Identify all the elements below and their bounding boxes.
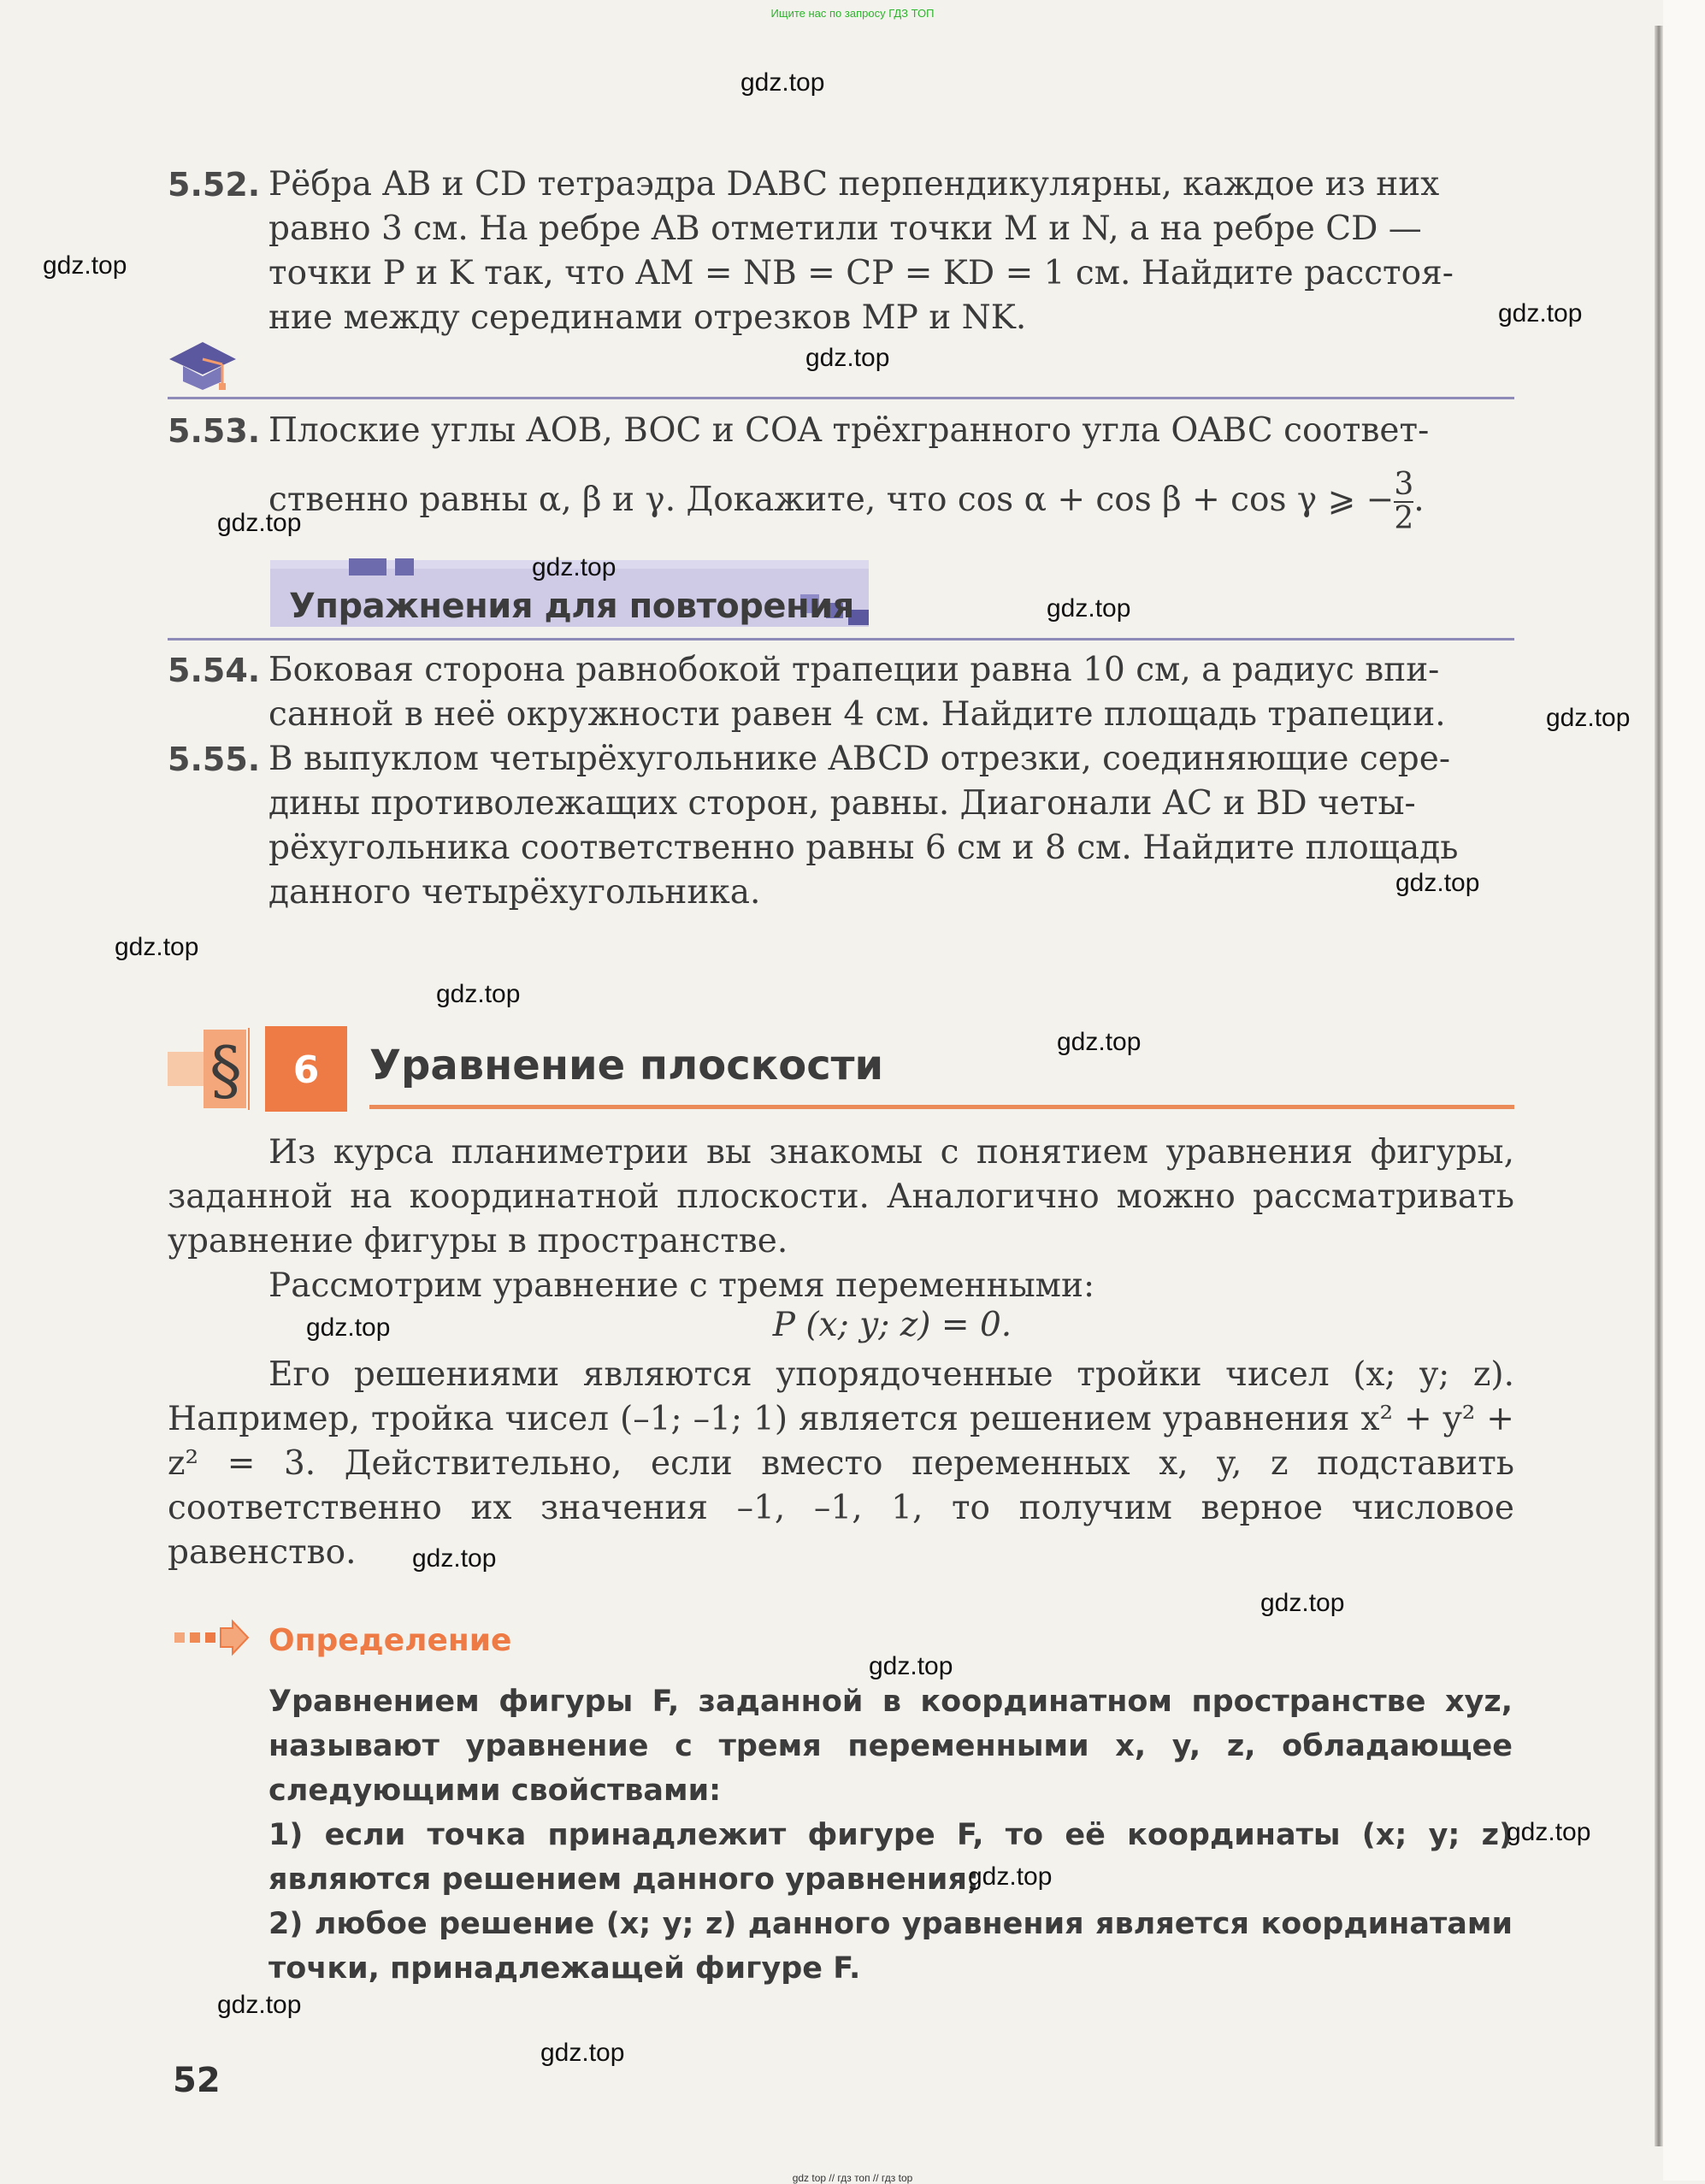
definition-intro: Уравнением фигуры F, заданной в координатном пространстве xyz, называют уравнение с тремя переменными x, y, z, обладающее следующими свойствами: bbox=[268, 1685, 1513, 1808]
problem-number: 5.52. bbox=[168, 166, 261, 204]
paragraph-example: Его решениями являются упорядоченные тройки чисел (x; y; z). Например, тройка чисел (–1; –1; 1) является решением уравнения x² + y² + z² = 3. Действительно, если вместо переменных x, y, z подставить соответственно их значения –1, –1, 1, то получим верное числовое равенство. bbox=[168, 1355, 1514, 1572]
review-title: Упражнения для повторения bbox=[289, 587, 854, 626]
page-number: 52 bbox=[173, 2061, 221, 2100]
watermark: gdz.top bbox=[115, 933, 199, 961]
watermark: gdz.top bbox=[869, 1652, 953, 1680]
watermark: gdz.top bbox=[1507, 1818, 1591, 1846]
watermark: gdz.top bbox=[740, 68, 825, 97]
section-badge bbox=[168, 1023, 356, 1115]
fraction-numerator: 3 bbox=[1394, 467, 1414, 502]
bottom-note: gdz top // гдз топ // гдз top bbox=[792, 2172, 913, 2184]
section-title: Уравнение плоскости bbox=[369, 1042, 884, 1089]
formula: P (x; y; z) = 0. bbox=[772, 1306, 1012, 1344]
problem-number: 5.55. bbox=[168, 741, 261, 778]
watermark: gdz.top bbox=[1047, 594, 1131, 623]
problem-line: дины противолежащих сторон, равны. Диагонали AC и BD четы- bbox=[268, 784, 1416, 823]
fraction-denominator: 2 bbox=[1394, 501, 1414, 536]
watermark: gdz.top bbox=[532, 553, 617, 581]
watermark: gdz.top bbox=[1395, 869, 1480, 897]
problem-line: равно 3 см. На ребре AB отметили точки M и N, а на ребре CD — bbox=[268, 210, 1422, 248]
problem-line: данного четырёхугольника. bbox=[268, 873, 761, 912]
page-edge bbox=[1663, 0, 1705, 2181]
problem-5-54 bbox=[168, 648, 1514, 737]
page-fold-shadow bbox=[1655, 26, 1663, 2146]
definition-text bbox=[268, 1679, 1513, 1991]
problem-5-55 bbox=[168, 737, 1514, 915]
section-underline bbox=[369, 1105, 1514, 1109]
watermark: gdz.top bbox=[1498, 299, 1583, 328]
paragraph-equation-intro: Рассмотрим уравнение с тремя переменными: bbox=[268, 1266, 1095, 1305]
watermark: gdz.top bbox=[412, 1544, 497, 1573]
divider bbox=[168, 397, 1514, 399]
problem-number: 5.54. bbox=[168, 652, 261, 689]
problem-number: 5.53. bbox=[168, 412, 261, 450]
problem-text bbox=[268, 409, 1514, 535]
watermark: gdz.top bbox=[540, 2039, 625, 2067]
section-symbol: § bbox=[209, 1032, 242, 1108]
graduation-cap-icon bbox=[168, 340, 238, 393]
problem-text bbox=[268, 162, 1514, 340]
divider bbox=[168, 638, 1514, 640]
problem-line: В выпуклом четырёхугольнике ABCD отрезки, соединяющие сере- bbox=[268, 740, 1451, 778]
problem-text bbox=[268, 737, 1514, 915]
problem-5-52 bbox=[168, 162, 1514, 340]
watermark: gdz.top bbox=[1057, 1028, 1142, 1056]
fraction bbox=[1394, 469, 1413, 535]
watermark: gdz.top bbox=[1546, 704, 1631, 732]
watermark: gdz.top bbox=[1260, 1589, 1345, 1617]
watermark: gdz.top bbox=[436, 980, 521, 1008]
problem-line: Боковая сторона равнобокой трапеции равна 10 см, а радиус впи- bbox=[268, 651, 1440, 689]
problem-line: Рёбра AB и CD тетраэдра DABC перпендикулярны, каждое из них bbox=[268, 165, 1440, 204]
watermark: gdz.top bbox=[217, 509, 302, 537]
problem-line: Плоские углы AOB, BOC и COA трёхгранного угла OABC соответ- bbox=[268, 411, 1430, 450]
problem-5-53 bbox=[168, 409, 1514, 535]
top-note: Ищите нас по запросу ГДЗ ТОП bbox=[770, 7, 935, 20]
definition-item-1: 1) если точка принадлежит фигуре F, то её координаты (x; y; z) являются решением данного уравнения; bbox=[268, 1818, 1513, 1897]
problem-line: санной в неё окружности равен 4 см. Найдите площадь трапеции. bbox=[268, 695, 1446, 734]
section-number: 6 bbox=[292, 1048, 320, 1092]
arrow-icon bbox=[171, 1616, 251, 1659]
watermark: gdz.top bbox=[805, 344, 890, 372]
watermark: gdz.top bbox=[968, 1862, 1053, 1891]
problem-line: точки P и K так, что AM = NB = CP = KD = 1 см. Найдите расстоя- bbox=[268, 254, 1454, 292]
paragraph-intro: Из курса планиметрии вы знакомы с понятием уравнения фигуры, заданной на координатной плоскости. Аналогично можно рассматривать уравнение фигуры в пространстве. bbox=[168, 1133, 1514, 1260]
problem-line: ние между серединами отрезков MP и NK. bbox=[268, 298, 1027, 337]
problem-line-with-fraction: ственно равны α, β и γ. Докажите, что cos α + cos β + cos γ ⩾ − $\frac{3}{2}$ . bbox=[268, 467, 1425, 536]
watermark: gdz.top bbox=[306, 1313, 391, 1342]
watermark: gdz.top bbox=[217, 1991, 302, 2019]
problem-line: рёхугольника соответственно равны 6 см и 8 см. Найдите площадь bbox=[268, 829, 1459, 867]
problem-text bbox=[268, 648, 1514, 737]
definition-title: Определение bbox=[268, 1623, 512, 1658]
definition-item-2: 2) любое решение (x; y; z) данного уравнения является координатами точки, принадлежащей фигуре F. bbox=[268, 1907, 1513, 1986]
watermark: gdz.top bbox=[43, 251, 127, 280]
